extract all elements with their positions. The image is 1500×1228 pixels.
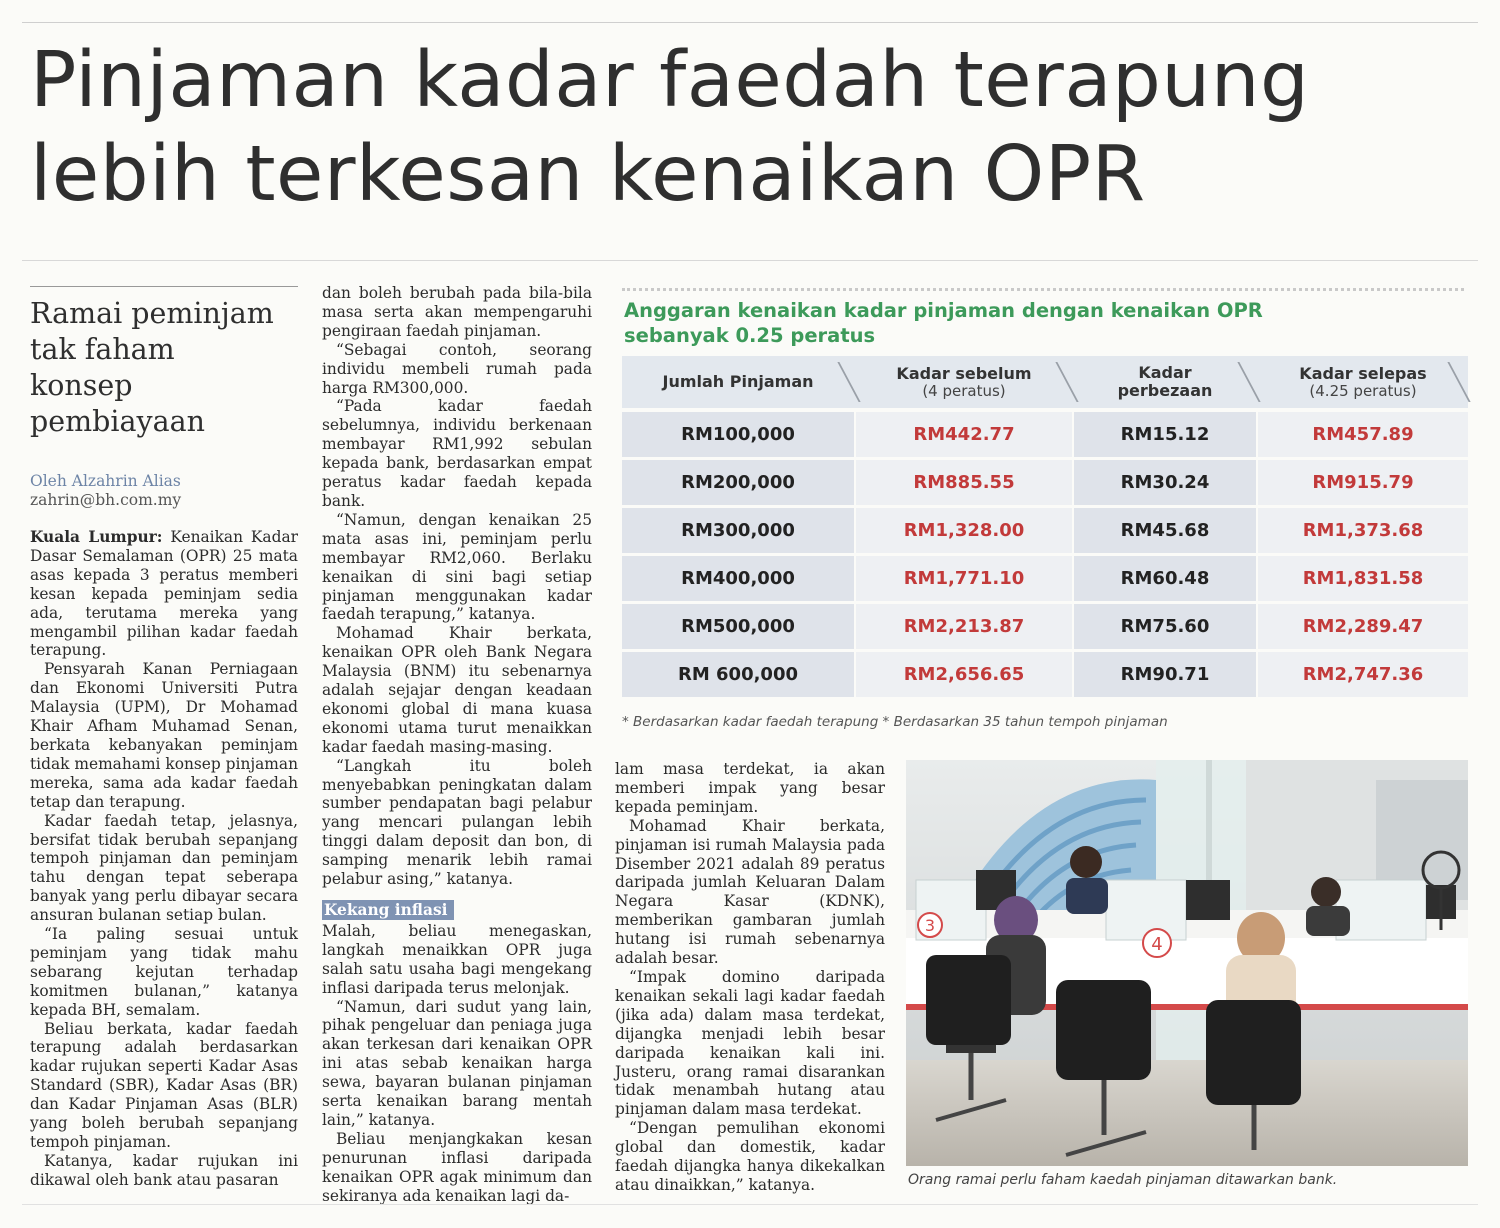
article-column-2 xyxy=(322,284,592,1206)
svg-text:3: 3 xyxy=(924,916,936,935)
counter-number-3 xyxy=(918,913,942,937)
headline-line-1: Pinjaman kadar faedah terapung xyxy=(30,36,1310,125)
cell-rate-after: RM1,831.58 xyxy=(1258,556,1468,601)
paragraph: Katanya, kadar rujukan ini dikawal oleh bank atau pasaran xyxy=(30,1151,298,1189)
cell-loan-amount: RM100,000 xyxy=(622,412,854,457)
table-row xyxy=(622,460,1468,505)
cell-difference: RM75.60 xyxy=(1074,604,1256,649)
bottom-rule xyxy=(22,1204,1478,1205)
section-heading xyxy=(322,901,592,920)
author-email[interactable]: zahrin@bh.com.my xyxy=(30,491,182,509)
top-rule xyxy=(22,22,1478,23)
paragraph: Beliau berkata, kadar faedah terapung adalah berdasarkan kadar rujukan seperti Kadar Asas Standard (SBR), Kadar Asas (BR) dan Kadar Pinjaman Asas (BLR) yang boleh berubah sepanjang tempoh pinjaman. xyxy=(30,1019,298,1151)
header-title: Kadar selepas xyxy=(1299,363,1427,383)
cell-difference: RM90.71 xyxy=(1074,652,1256,697)
subhead-rule xyxy=(30,286,298,287)
headline xyxy=(30,34,1470,222)
cell-loan-amount: RM200,000 xyxy=(622,460,854,505)
header-jumlah-pinjaman xyxy=(622,356,854,408)
cell-loan-amount: RM400,000 xyxy=(622,556,854,601)
table-row xyxy=(622,652,1468,697)
header-title: Jumlah Pinjaman xyxy=(662,372,814,391)
cell-rate-before: RM1,771.10 xyxy=(856,556,1072,601)
headline-line-2: lebih terkesan kenaikan OPR xyxy=(30,130,1146,219)
cell-rate-after: RM2,289.47 xyxy=(1258,604,1468,649)
svg-text:4: 4 xyxy=(1151,934,1163,955)
cell-loan-amount: RM500,000 xyxy=(622,604,854,649)
table-row xyxy=(622,412,1468,457)
table-title-line: Anggaran kenaikan kadar pinjaman dengan kenaikan OPR xyxy=(624,299,1263,322)
header-title-line-2: perbezaan xyxy=(1117,381,1213,400)
cell-difference: RM15.12 xyxy=(1074,412,1256,457)
paragraph: lam masa terdekat, ia akan memberi impak yang besar kepada peminjam. xyxy=(615,760,885,816)
bank-counter-photo xyxy=(906,760,1468,1166)
subhead-line: pembiayaan xyxy=(30,405,205,438)
header-title: Kadar sebelum xyxy=(896,363,1032,383)
subhead-line: konsep xyxy=(30,369,133,402)
header-title: Kadar xyxy=(1138,363,1192,382)
section-heading-label: Kekang inflasi xyxy=(322,900,454,920)
paragraph: Malah, beliau menegaskan, langkah menaikkan OPR juga salah satu usaha bagi mengekang inflasi daripada terus melonjak. xyxy=(322,921,592,997)
paragraph: “Dengan pemulihan ekonomi global dan domestik, kadar faedah dijangka hanya dikekalkan atau dinaikkan,” katanya. xyxy=(615,1119,885,1194)
paragraph: “Namun, dari sudut yang lain, pihak pengeluar dan peniaga juga akan terkesan dari kenaikan OPR ini atas sebab kenaikan harga sewa, bayaran bulanan pinjaman serta kenaikan barang mentah lain,” katanya. xyxy=(322,997,592,1129)
cell-rate-before: RM1,328.00 xyxy=(856,508,1072,553)
article-column-1 xyxy=(30,528,298,1190)
paragraph: Mohamad Khair berkata, kenaikan OPR oleh Bank Negara Malaysia (BNM) itu sebenarnya adalah sejajar dengan keadaan ekonomi global di mana kuasa ekonomi utama turut menaikkan kadar faedah masing-masing. xyxy=(322,624,592,756)
article-column-3 xyxy=(615,760,885,1195)
photo-caption: Orang ramai perlu faham kaedah pinjaman ditawarkan bank. xyxy=(908,1172,1338,1188)
header-subtitle: (4.25 peratus) xyxy=(1309,381,1417,400)
cell-loan-amount: RM300,000 xyxy=(622,508,854,553)
paragraph: Kadar faedah tetap, jelasnya, bersifat tidak berubah sepanjang tempoh pinjaman dan peminjam tahu dengan tepat seberapa banyak yang perlu dibayar secara ansuran bulanan setiap bulan. xyxy=(30,811,298,925)
counter-number-4 xyxy=(1143,929,1171,957)
paragraph: “Ia paling sesuai untuk peminjam yang tidak mahu sebarang kejutan terhadap komitmen bulanan,” katanya kepada BH, semalam. xyxy=(30,925,298,1019)
cell-rate-before: RM2,213.87 xyxy=(856,604,1072,649)
cell-difference: RM30.24 xyxy=(1074,460,1256,505)
paragraph: Mohamad Khair berkata, pinjaman isi rumah Malaysia pada Disember 2021 adalah 89 peratus daripada jumlah Keluaran Dalam Negara Kasar (KDNK), memberikan gambaran jumlah hutang isi rumah sebenarnya adalah besar. xyxy=(615,816,885,968)
headline-rule xyxy=(22,260,1478,261)
photo-illustration xyxy=(906,760,1468,1166)
cell-rate-before: RM2,656.65 xyxy=(856,652,1072,697)
paragraph: dan boleh berubah pada bila-bila masa serta akan mempengaruhi pengiraan faedah pinjaman. xyxy=(322,284,592,340)
table-title-line: sebanyak 0.25 peratus xyxy=(624,324,876,347)
subheadline xyxy=(30,296,298,440)
cell-rate-after: RM2,747.36 xyxy=(1258,652,1468,697)
table-row xyxy=(622,508,1468,553)
paragraph: “Langkah itu boleh menyebabkan peningkatan dalam sumber pendapatan bagi pelabur yang mencari pulangan lebih tinggi dalam deposit dan bon, di samping menarik lebih ramai pelabur asing,” katanya. xyxy=(322,756,592,889)
cell-loan-amount: RM 600,000 xyxy=(622,652,854,697)
cell-difference: RM45.68 xyxy=(1074,508,1256,553)
table-title xyxy=(624,298,1464,348)
header-subtitle: (4 peratus) xyxy=(922,381,1006,400)
author-name: Oleh Alzahrin Alias xyxy=(30,472,181,490)
cell-difference: RM60.48 xyxy=(1074,556,1256,601)
cell-rate-before: RM885.55 xyxy=(856,460,1072,505)
header-kadar-perbezaan xyxy=(1074,356,1256,408)
table-row xyxy=(622,604,1468,649)
subhead-line: Ramai peminjam xyxy=(30,297,274,330)
header-kadar-selepas xyxy=(1258,356,1468,408)
table-header xyxy=(622,356,1468,408)
paragraph: Pensyarah Kanan Perniagaan dan Ekonomi Universiti Putra Malaysia (UPM), Dr Mohamad Khair Afham Muhamad Senan, berkata kebanyakan peminjam tidak memahami konsep pinjaman mereka, sama ada kadar faedah tetap dan terapung. xyxy=(30,660,298,811)
paragraph xyxy=(30,528,298,660)
paragraph: “Sebagai contoh, seorang individu membeli rumah pada harga RM300,000. xyxy=(322,340,592,397)
subhead-line: tak faham xyxy=(30,333,175,366)
cell-rate-before: RM442.77 xyxy=(856,412,1072,457)
infographic-rule xyxy=(622,288,1464,291)
loan-rate-table xyxy=(622,356,1468,696)
paragraph: “Pada kadar faedah sebelumnya, individu berkenaan membayar RM1,992 sebulan kepada bank, berdasarkan empat peratus kadar faedah kepada bank. xyxy=(322,397,592,510)
header-kadar-sebelum xyxy=(856,356,1072,408)
cell-rate-after: RM1,373.68 xyxy=(1258,508,1468,553)
dateline: Kuala Lumpur: xyxy=(30,528,163,546)
paragraph-text: Kenaikan Kadar Dasar Semalaman (OPR) 25 mata asas kepada 3 peratus memberi kesan kepada peminjam sedia ada, terutama mereka yang mengambil pilihan kadar faedah terapung. xyxy=(30,528,298,660)
table-row xyxy=(622,556,1468,601)
cell-rate-after: RM457.89 xyxy=(1258,412,1468,457)
byline xyxy=(30,472,298,510)
paragraph: “Namun, dengan kenaikan 25 mata asas ini, peminjam perlu membayar RM2,060. Berlaku kenaikan di sini bagi setiap pinjaman menggunakan kadar faedah terapung,” katanya. xyxy=(322,510,592,624)
paragraph: “Impak domino daripada kenaikan sekali lagi kadar faedah (jika ada) dalam masa terdekat, dijangka menjadi lebih besar daripada kenaikan kali ini. Justeru, orang ramai disarankan tidak menambah hutang atau pinjaman dalam masa terdekat. xyxy=(615,967,885,1119)
cell-rate-after: RM915.79 xyxy=(1258,460,1468,505)
paragraph: Beliau menjangkakan kesan penurunan inflasi daripada kenaikan OPR agak minimum dan sekiranya ada kenaikan lagi da- xyxy=(322,1129,592,1205)
table-footnote: * Berdasarkan kadar faedah terapung * Berdasarkan 35 tahun tempoh pinjaman xyxy=(622,714,1168,730)
